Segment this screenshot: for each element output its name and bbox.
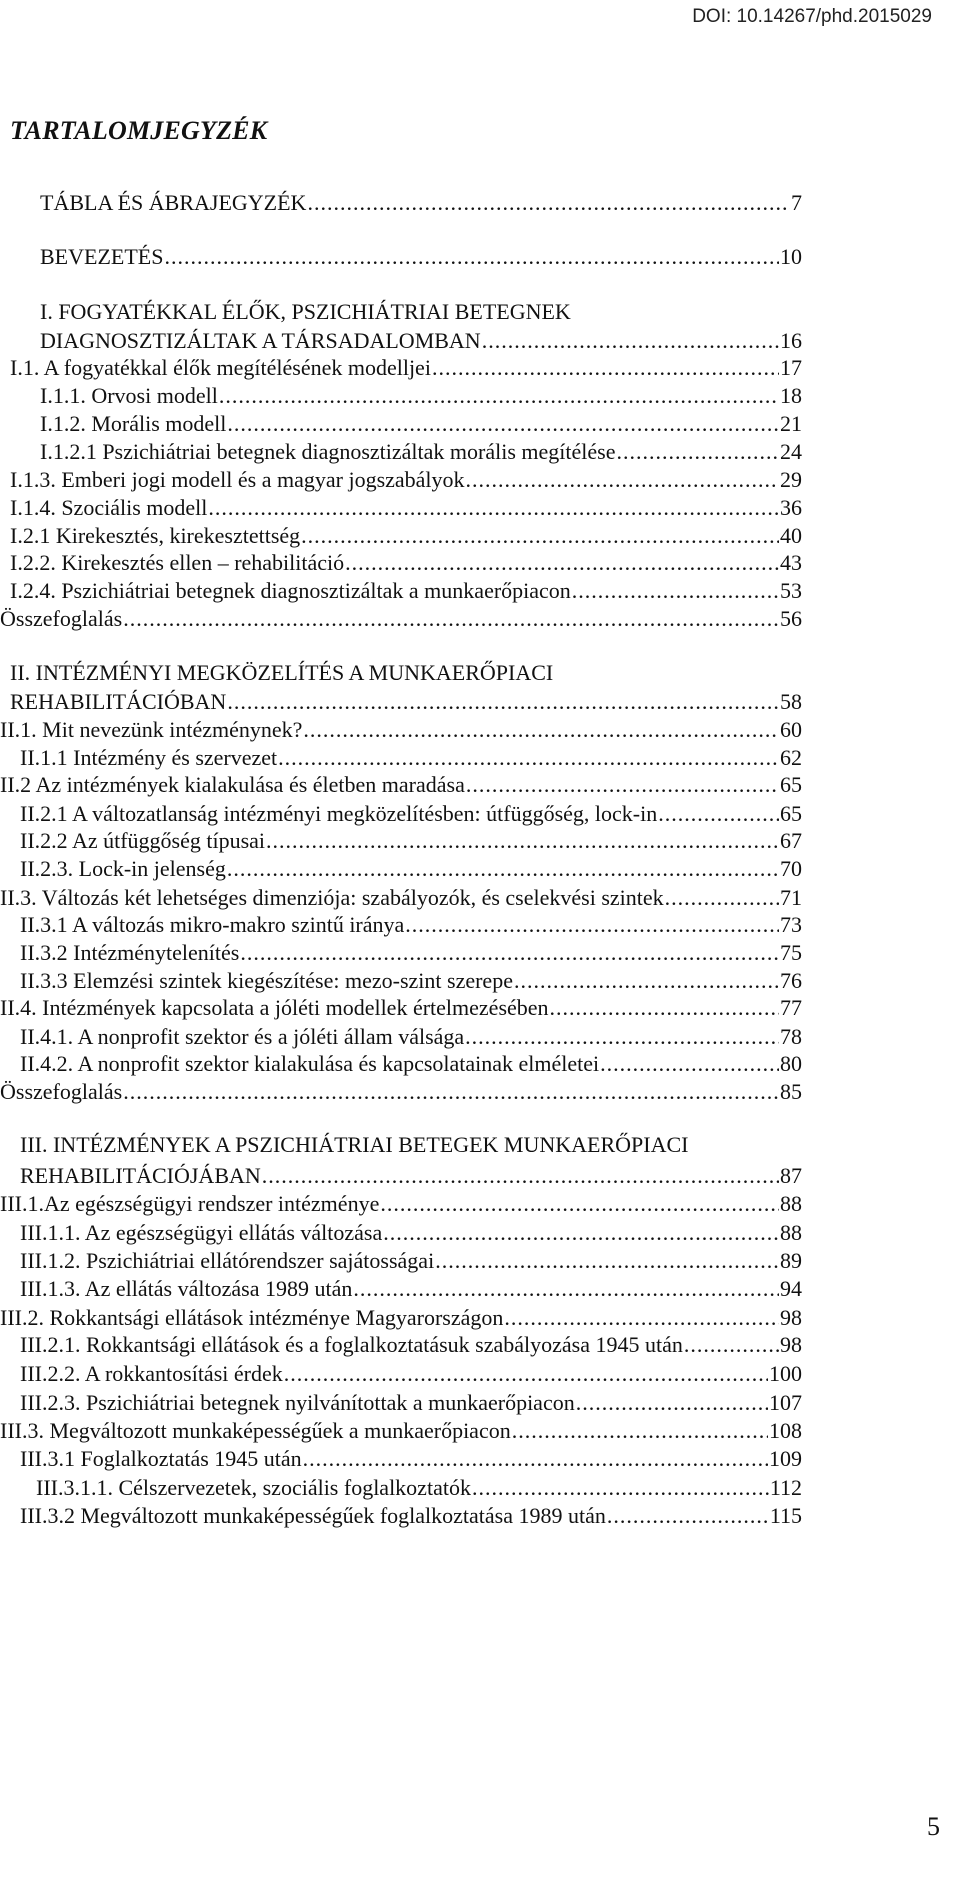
toc-leader-dots <box>466 770 779 800</box>
toc-entry <box>0 576 960 606</box>
toc-entry <box>0 910 960 940</box>
toc-entry <box>0 326 960 356</box>
toc-entry-page: 56 <box>780 606 802 631</box>
toc-leader-dots <box>572 576 779 606</box>
toc-entry-page: 10 <box>780 244 802 269</box>
toc-entry-line <box>20 1022 802 1052</box>
toc-entry-label: III.2.1. Rokkantsági ellátások és a foglalkoztatásuk szabályozása 1945 után <box>20 1332 683 1357</box>
toc-entry-line <box>20 826 802 856</box>
toc-leader-dots <box>262 1161 779 1191</box>
toc-leader-dots <box>472 1473 769 1503</box>
toc-entry <box>0 1330 960 1360</box>
toc-entry-page: 24 <box>780 439 802 464</box>
toc-entry <box>0 966 960 996</box>
toc-entry-line <box>20 1359 802 1389</box>
toc-entry <box>0 1130 960 1160</box>
toc-leader-dots <box>353 1274 779 1304</box>
toc-entry-label: III.2. Rokkantsági ellátások intézménye Magyarországon <box>0 1305 504 1330</box>
toc-entry <box>0 1161 960 1191</box>
toc-leader-dots <box>607 1501 769 1531</box>
toc-entry-line <box>40 297 571 327</box>
toc-entry-page: 94 <box>780 1276 802 1301</box>
toc-entry-line <box>40 188 802 218</box>
toc-entry-line <box>20 1388 802 1418</box>
toc-entry <box>0 353 960 383</box>
toc-entry-page: 76 <box>780 968 802 993</box>
toc-entry-page: 107 <box>769 1390 802 1415</box>
toc-entry <box>0 826 960 856</box>
toc-entry-label: III.2.2. A rokkantosítási érdek <box>20 1361 283 1386</box>
toc-entry-line <box>20 1501 802 1531</box>
toc-entry-label: I.1.3. Emberi jogi modell és a magyar jogszabályok <box>10 467 465 492</box>
toc-entry-line <box>10 465 802 495</box>
toc-entry <box>0 1303 960 1333</box>
toc-leader-dots <box>278 743 779 773</box>
toc-entry <box>0 1189 960 1219</box>
toc-entry-label: II.4.1. A nonprofit szektor és a jóléti állam válsága <box>20 1024 465 1049</box>
toc-entry-line <box>20 1274 802 1304</box>
toc-entry-page: 60 <box>780 717 802 742</box>
toc-entry-label: II.1.1 Intézmény és szervezet <box>20 745 278 770</box>
toc-entry <box>0 465 960 495</box>
toc-entry-line <box>36 1473 802 1503</box>
toc-entry-line <box>20 1218 802 1248</box>
toc-entry-label: II.2.1 A változatlanság intézményi megközelítésben: útfüggőség, lock-in <box>20 801 658 826</box>
toc-entry-label: I.2.2. Kirekesztés ellen – rehabilitáció <box>10 550 345 575</box>
toc-entry-label: REHABILITÁCIÓBAN <box>10 689 227 714</box>
toc-leader-dots <box>227 409 779 439</box>
toc-entry <box>0 437 960 467</box>
toc-entry <box>0 715 960 745</box>
toc-leader-dots <box>550 993 779 1023</box>
toc-entry-label: II.2.3. Lock-in jelenség <box>20 856 226 881</box>
toc-entry-label: II. INTÉZMÉNYI MEGKÖZELÍTÉS A MUNKAERŐPIACI <box>10 660 554 685</box>
toc-leader-dots <box>435 1246 779 1276</box>
toc-entry-label: III. INTÉZMÉNYEK A PSZICHIÁTRIAI BETEGEK MUNKAERŐPIACI <box>20 1132 689 1157</box>
toc-entry-label: II.3.2 Intézménytelenítés <box>20 940 240 965</box>
toc-entry <box>0 1501 960 1531</box>
toc-entry <box>0 521 960 551</box>
toc-leader-dots <box>307 188 790 218</box>
toc-entry-label: Összefoglalás <box>0 606 123 631</box>
toc-entry-label: II.4.2. A nonprofit szektor kialakulása és kapcsolatainak elméletei <box>20 1051 600 1076</box>
toc-entry-page: 112 <box>769 1475 802 1500</box>
toc-entry-line <box>20 854 802 884</box>
toc-entry-label: II.3.1 A változás mikro-makro szintű iránya <box>20 912 405 937</box>
toc-entry-line <box>10 353 802 383</box>
toc-leader-dots <box>512 1416 768 1446</box>
toc-entry <box>0 883 960 913</box>
toc-entry-page: 53 <box>780 578 802 603</box>
toc-entry-label: III.1.1. Az egészségügyi ellátás változása <box>20 1220 383 1245</box>
toc-entry-page: 21 <box>780 411 802 436</box>
toc-entry-line <box>40 409 802 439</box>
toc-entry-page: 100 <box>769 1361 802 1386</box>
toc-entry-label: II.2 Az intézmények kialakulása és életben maradása <box>0 772 465 797</box>
toc-entry-line <box>40 326 802 356</box>
toc-entry-label: Összefoglalás <box>0 1079 123 1104</box>
toc-entry-label: III.3. Megváltozott munkaképességűek a munkaerőpiacon <box>0 1418 511 1443</box>
toc-entry <box>0 604 960 634</box>
toc-leader-dots <box>380 1189 779 1219</box>
toc-entry-label: III.3.2 Megváltozott munkaképességűek foglalkoztatása 1989 után <box>20 1503 606 1528</box>
toc-entry-page: 7 <box>791 190 802 215</box>
toc-entry <box>0 1022 960 1052</box>
toc-entry <box>0 1444 960 1474</box>
toc-entry-page: 109 <box>769 1446 802 1471</box>
toc-entry-page: 40 <box>780 523 802 548</box>
toc-entry-page: 62 <box>780 745 802 770</box>
toc-entry-page: 98 <box>780 1332 802 1357</box>
toc-entry-label: II.1. Mit nevezünk intézménynek? <box>0 717 303 742</box>
toc-leader-dots <box>504 1303 779 1333</box>
toc-leader-dots <box>482 326 779 356</box>
toc-leader-dots <box>600 1049 779 1079</box>
toc-entry <box>0 1218 960 1248</box>
toc-entry-page: 75 <box>780 940 802 965</box>
toc-entry-line <box>0 1303 802 1333</box>
toc-entry-page: 77 <box>780 995 802 1020</box>
toc-entry <box>0 1416 960 1446</box>
toc-entry-label: II.2.2 Az útfüggőség típusai <box>20 828 266 853</box>
toc-entry <box>0 1049 960 1079</box>
toc-entry-line <box>20 743 802 773</box>
toc-entry <box>0 1274 960 1304</box>
toc-entry <box>0 1388 960 1418</box>
toc-entry-label: I.2.4. Pszichiátriai betegnek diagnosztizáltak a munkaerőpiacon <box>10 578 571 603</box>
toc-entry <box>0 548 960 578</box>
page-number: 5 <box>927 1812 940 1841</box>
toc-entry <box>0 242 960 272</box>
toc-entry <box>0 1359 960 1389</box>
toc-leader-dots <box>301 521 779 551</box>
toc-entry-label: BEVEZETÉS <box>40 244 164 269</box>
toc-leader-dots <box>576 1388 768 1418</box>
toc-entry-line <box>20 1049 802 1079</box>
toc-entry-line <box>0 1189 802 1219</box>
toc-leader-dots <box>616 437 779 467</box>
toc-entry-label: III.1.2. Pszichiátriai ellátórendszer sajátosságai <box>20 1248 435 1273</box>
toc-entry-page: 108 <box>769 1418 802 1443</box>
toc-entry-label: II.3.3 Elemzési szintek kiegészítése: mezo-szint szerepe <box>20 968 513 993</box>
toc-entry-label: I.1.2. Morális modell <box>40 411 227 436</box>
toc-entry-page: 85 <box>780 1079 802 1104</box>
page-title: TARTALOMJEGYZÉK <box>10 116 268 145</box>
toc-entry-label: REHABILITÁCIÓJÁBAN <box>20 1163 261 1188</box>
toc-entry <box>0 938 960 968</box>
toc-entry-line <box>20 1130 689 1160</box>
toc-entry-line <box>0 1416 802 1446</box>
toc-leader-dots <box>345 548 779 578</box>
toc-entry <box>0 799 960 829</box>
toc-entry-page: 43 <box>780 550 802 575</box>
toc-entry <box>0 687 960 717</box>
toc-entry-line <box>20 1246 802 1276</box>
toc-entry <box>0 297 960 327</box>
toc-entry-page: 29 <box>780 467 802 492</box>
toc-entry <box>0 409 960 439</box>
toc-entry <box>0 993 960 1023</box>
toc-entry-label: II.4. Intézmények kapcsolata a jóléti modellek értelmezésében <box>0 995 549 1020</box>
toc-entry <box>0 188 960 218</box>
toc-entry-label: I.2.1 Kirekesztés, kirekesztettség <box>10 523 301 548</box>
toc-entry-line <box>0 604 802 634</box>
toc-leader-dots <box>303 1444 768 1474</box>
toc-entry-label: III.3.1.1. Célszervezetek, szociális foglalkoztatók <box>36 1475 471 1500</box>
toc-entry-line <box>40 381 802 411</box>
toc-entry-line <box>20 966 802 996</box>
toc-entry-line <box>0 883 802 913</box>
toc-entry-page: 115 <box>769 1503 802 1528</box>
toc-entry-page: 36 <box>780 495 802 520</box>
toc-entry-page: 67 <box>780 828 802 853</box>
toc-leader-dots <box>240 938 779 968</box>
toc-leader-dots <box>684 1330 779 1360</box>
toc-entry <box>0 658 960 688</box>
toc-entry-line <box>10 493 802 523</box>
toc-entry-label: TÁBLA ÉS ÁBRAJEGYZÉK <box>40 190 307 215</box>
toc-entry-line <box>0 1077 802 1107</box>
toc-entry-label: I.1.2.1 Pszichiátriai betegnek diagnosztizáltak morális megítélése <box>40 439 616 464</box>
toc-entry-label: III.3.1 Foglalkoztatás 1945 után <box>20 1446 302 1471</box>
toc-leader-dots <box>303 715 779 745</box>
toc-entry-page: 80 <box>780 1051 802 1076</box>
toc-entry-page: 87 <box>780 1163 802 1188</box>
toc-leader-dots <box>123 1077 779 1107</box>
toc-leader-dots <box>658 799 779 829</box>
toc-entry-label: III.2.3. Pszichiátriai betegnek nyilvánítottak a munkaerőpiacon <box>20 1390 575 1415</box>
toc-entry-page: 58 <box>780 689 802 714</box>
toc-entry-line <box>40 437 802 467</box>
toc-leader-dots <box>208 493 779 523</box>
toc-entry-page: 16 <box>780 328 802 353</box>
toc-entry <box>0 1246 960 1276</box>
toc-entry <box>0 1077 960 1107</box>
toc-entry-page: 18 <box>780 383 802 408</box>
toc-entry-page: 89 <box>780 1248 802 1273</box>
toc-entry-label: III.1.Az egészségügyi rendszer intézménye <box>0 1191 380 1216</box>
toc-leader-dots <box>266 826 779 856</box>
toc-leader-dots <box>405 910 779 940</box>
toc-entry-page: 88 <box>780 1191 802 1216</box>
toc-entry-line <box>10 521 802 551</box>
toc-entry <box>0 1473 960 1503</box>
toc-entry-page: 78 <box>780 1024 802 1049</box>
toc-entry <box>0 493 960 523</box>
toc-leader-dots <box>432 353 779 383</box>
toc-entry-line <box>20 799 802 829</box>
doi-header: DOI: 10.14267/phd.2015029 <box>692 6 932 27</box>
toc-entry-page: 65 <box>780 772 802 797</box>
toc-entry-line <box>10 548 802 578</box>
toc-entry-line <box>20 938 802 968</box>
toc-entry-page: 73 <box>780 912 802 937</box>
toc-entry-label: I.1.1. Orvosi modell <box>40 383 218 408</box>
toc-entry <box>0 381 960 411</box>
toc-leader-dots <box>383 1218 779 1248</box>
toc-entry-line <box>0 770 802 800</box>
toc-entry <box>0 743 960 773</box>
toc-entry-line <box>40 242 802 272</box>
toc-entry-label: DIAGNOSZTIZÁLTAK A TÁRSADALOMBAN <box>40 328 481 353</box>
toc-entry <box>0 854 960 884</box>
toc-leader-dots <box>665 883 779 913</box>
toc-entry-line <box>20 910 802 940</box>
toc-entry-page: 71 <box>780 885 802 910</box>
toc-leader-dots <box>514 966 779 996</box>
toc-entry-line <box>20 1444 802 1474</box>
toc-entry-line <box>10 687 802 717</box>
toc-entry-page: 17 <box>780 355 802 380</box>
toc-leader-dots <box>466 465 779 495</box>
toc-entry-page: 70 <box>780 856 802 881</box>
toc-entry-label: II.3. Változás két lehetséges dimenziója: szabályozók, és cselekvési szintek <box>0 885 664 910</box>
toc-leader-dots <box>227 687 779 717</box>
toc-leader-dots <box>284 1359 768 1389</box>
toc-entry-line <box>10 576 802 606</box>
toc-leader-dots <box>219 381 779 411</box>
toc-leader-dots <box>164 242 779 272</box>
toc-entry-line <box>20 1330 802 1360</box>
toc-leader-dots <box>465 1022 779 1052</box>
toc-entry-line <box>20 1161 802 1191</box>
toc-entry-page: 65 <box>780 801 802 826</box>
toc-entry-page: 88 <box>780 1220 802 1245</box>
toc-entry-label: III.1.3. Az ellátás változása 1989 után <box>20 1276 353 1301</box>
toc-entry-line <box>0 993 802 1023</box>
toc-entry-line <box>0 715 802 745</box>
toc-entry-label: I.1.4. Szociális modell <box>10 495 208 520</box>
toc-entry-page: 98 <box>780 1305 802 1330</box>
toc-entry-line <box>10 658 553 688</box>
toc-leader-dots <box>123 604 779 634</box>
toc-entry-label: I. FOGYATÉKKAL ÉLŐK, PSZICHIÁTRIAI BETEGNEK <box>40 299 571 324</box>
toc-entry <box>0 770 960 800</box>
toc-entry-label: I.1. A fogyatékkal élők megítélésének modelljei <box>10 355 431 380</box>
toc-leader-dots <box>227 854 779 884</box>
